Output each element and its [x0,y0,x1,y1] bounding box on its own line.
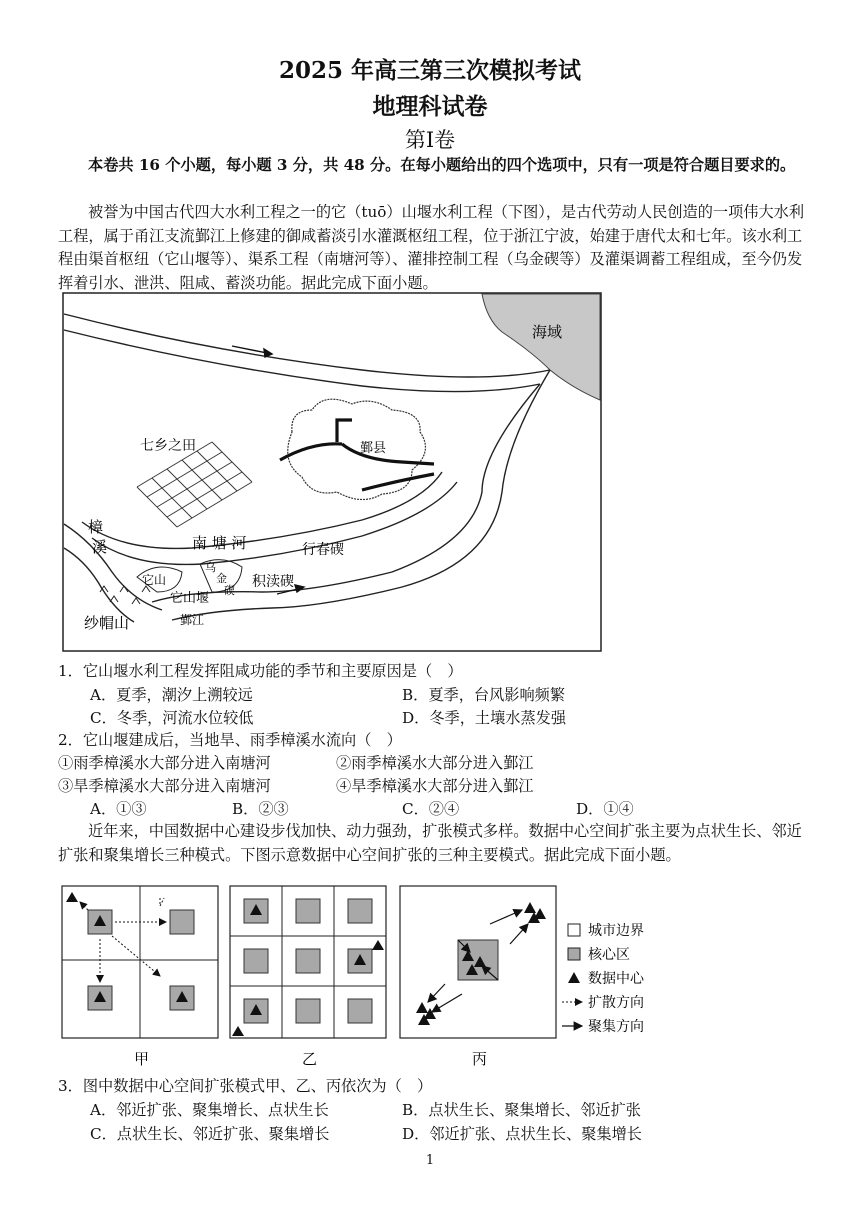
map-label-wujin-3: 碶 [224,584,235,597]
legend-city-boundary: 城市边界 [588,923,644,939]
map-label-xingchun: 行春碶 [302,542,344,558]
question-2-statement-4: ④旱季樟溪水大部分进入鄞江 [336,777,534,795]
panel-label-yi: 乙 [302,1050,318,1068]
exam-title: 2025 年高三第三次模拟考试 [278,57,582,84]
question-2-stem: 2．它山堰建成后，当地旱、雨季樟溪水流向（ ） [58,731,402,749]
map-label-nantang: 南 塘 河 [192,534,247,552]
panel-label-bing: 丙 [472,1050,488,1068]
question-3-option-a[interactable]: A．邻近扩张、聚集增长、点状生长 [90,1101,329,1119]
panel-bing [400,886,556,1038]
tashanyan-map [62,292,602,652]
question-3-option-b[interactable]: B．点状生长、聚集增长、邻近扩张 [402,1101,641,1119]
map-label-yinjiang: 鄞江 [180,613,205,627]
question-2-option-c[interactable]: C．②④ [402,800,460,818]
page-number: 1 [425,1153,435,1168]
panel-jia [62,886,218,1038]
question-2-option-d[interactable]: D．①④ [576,800,634,818]
map-label-wujin-1: 乌 [205,561,216,574]
exam-subject: 地理科试卷 [372,93,488,120]
panel-label-jia: 甲 [134,1050,150,1068]
question-1-option-d[interactable]: D．冬季，土壤水蒸发强 [402,709,567,727]
map-label-sea: 海域 [532,323,563,341]
question-2-statement-2: ②雨季樟溪水大部分进入鄞江 [336,754,534,772]
figure-legend [562,923,645,1035]
question-1-option-c[interactable]: C．冬季，河流水位较低 [90,709,254,727]
question-1-option-a[interactable]: A．夏季，潮汐上溯较远 [90,686,253,704]
volume-title: 第Ⅰ卷 [404,128,456,152]
legend-diffusion: 扩散方向 [588,995,644,1011]
question-2-option-a[interactable]: A．①③ [90,800,147,818]
map-label-jidu: 积渎碶 [252,574,294,590]
map-label-tashan: 它山 [142,573,167,587]
map-label-zhangxi-2: 溪 [92,538,108,556]
passage-1: 被誉为中国古代四大水利工程之一的它（tuō）山堰水利工程（下图），是古代劳动人民创造的一项伟大水利工程，属于甬江支流鄞江上修建的御咸蓄淡引水灌溉枢纽工程，位于浙江宁波，始建于唐代太和七年。该水利工程由渠首枢纽（它山堰等）、渠系工程（南塘河等）、灌排控制工程（乌金碶等）及灌渠调蓄工程组成，至今仍发挥着引水、泄洪、阻咸、蓄淡功能。据此完成下面小题。 [58,203,805,292]
legend-data-center: 数据中心 [588,971,644,987]
question-3-stem: 3．图中数据中心空间扩张模式甲、乙、丙依次为（ ） [58,1077,433,1095]
map-label-zhangxi-1: 樟 [88,518,104,536]
map-label-shamaoshan: 纱帽山 [84,614,130,632]
legend-aggregation: 聚集方向 [588,1019,644,1035]
question-3-option-c[interactable]: C．点状生长、邻近扩张、聚集增长 [90,1125,330,1143]
map-label-yinxian: 鄞县 [360,441,387,456]
passage-2: 近年来，中国数据中心建设步伐加快、动力强劲，扩张模式多样。数据中心空间扩张主要为点状生长、邻近扩张和聚集增长三种模式。下图示意数据中心空间扩张的三种主要模式。据此完成下面小题。 [58,822,802,864]
question-1-stem: 1．它山堰水利工程发挥阻咸功能的季节和主要原因是（ ） [58,662,463,680]
question-3-option-d[interactable]: D．邻近扩张、点状生长、聚集增长 [402,1125,642,1143]
instructions: 本卷共 16 个小题，每小题 3 分，共 48 分。在每小题给出的四个选项中，只有一项是符合题目要求的。 [88,156,796,174]
question-2-statement-3: ③旱季樟溪水大部分进入南塘河 [58,777,271,795]
question-1-option-b[interactable]: B．夏季，台风影响频繁 [402,686,566,704]
map-label-fields: 七乡之田 [140,438,196,454]
legend-core-area: 核心区 [588,947,630,963]
panel-yi [230,886,386,1038]
question-2-statement-1: ①雨季樟溪水大部分进入南塘河 [58,754,271,772]
map-label-wujin-2: 金 [216,572,227,585]
map-label-tashanyan: 它山堰 [170,591,210,606]
data-center-expansion-figure [60,884,670,1070]
question-2-option-b[interactable]: B．②③ [232,800,289,818]
